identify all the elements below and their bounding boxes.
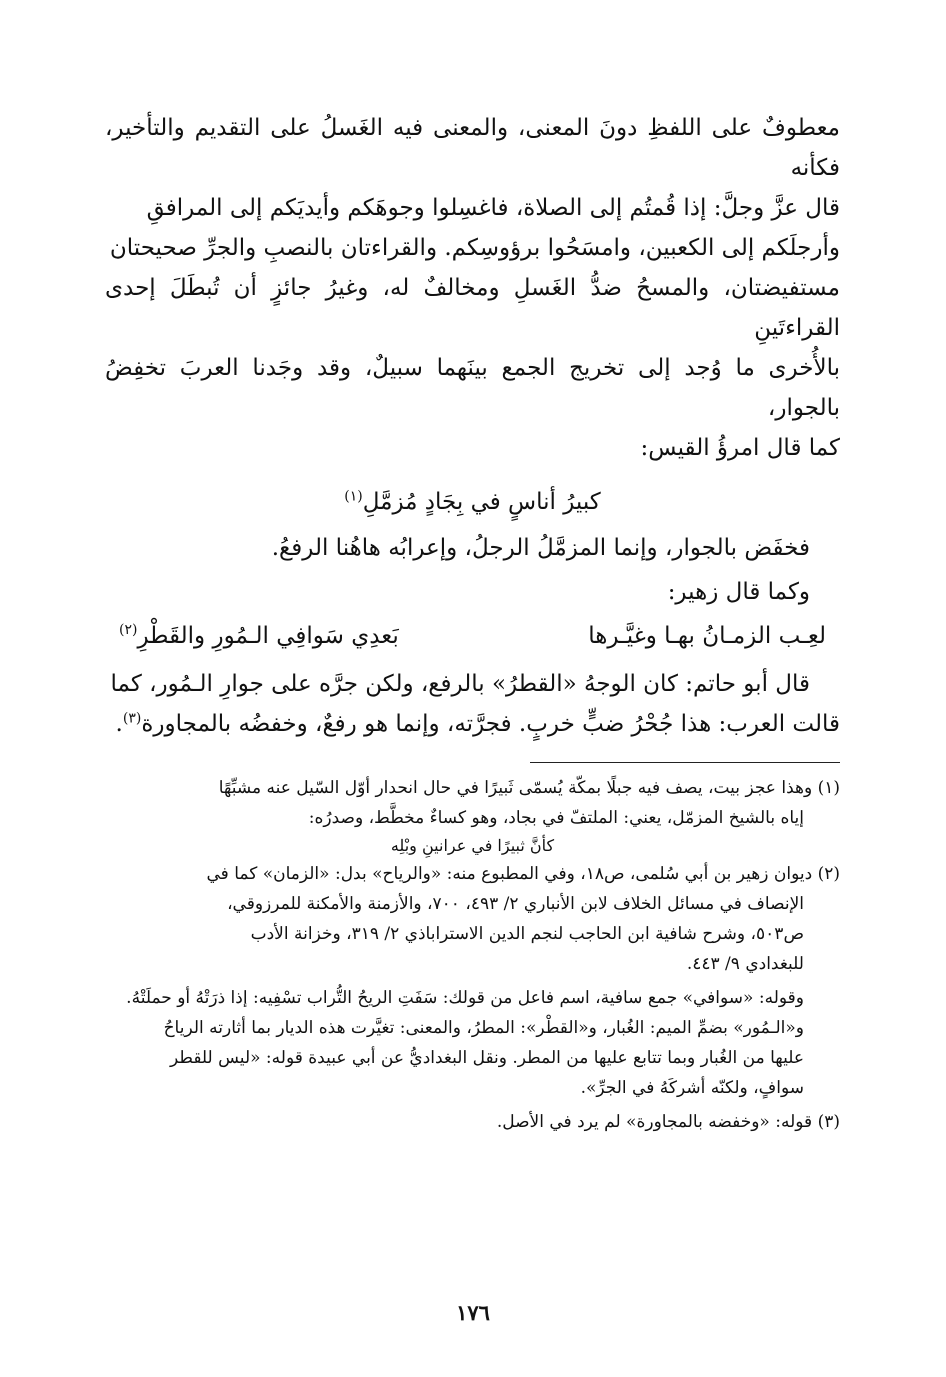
text-line: معطوفٌ على اللفظِ دونَ المعنى، والمعنى فيه الغَسلُ على التقديم والتأخير، فكأنه	[105, 115, 840, 181]
text-line: قالت العرب: هذا جُحْرُ ضبٍّ خربٍ. فجرَّته، وإنما هو رفعٌ، وخفضُه بالمجاورة$^{(٣)}$.	[115, 710, 840, 737]
footnote-text: وهذا عجز بيت، يصف فيه جبلًا بمكّة يُسمّى ثَبيرًا في حال انحدار أوّل السّيل عنه مشبِّهًا	[218, 778, 813, 798]
footnote-2-commentary	[105, 983, 840, 1103]
explanation-line: فخفَض بالجوار، وإنما المزمَّلُ الرجلُ، وإعرابُه هاهُنا الرفعُ.	[271, 535, 810, 561]
text-line: وأرجلَكم إلى الكعبين، وامسَحُوا برؤوسِكم. والقراءتان بالنصبِ والجرِّ صحيحتان	[109, 235, 840, 261]
text-line: مستفيضتان، والمسحُ ضدُّ الغَسلِ ومخالفٌ له، وغيرُ جائزٍ أن تُبطَلَ إحدى القراءتَينِ	[105, 275, 840, 341]
footnote-marker: (١)	[344, 488, 363, 505]
footnote-number: (١)	[817, 778, 840, 798]
footnote-text: الإنصاف في مسائل الخلاف لابن الأنباري ٢/ ٤٩٣، ٧٠٠، والأزمنة والأمكنة للمرزوقي،	[227, 894, 804, 914]
footnote-marker: (٣)	[122, 710, 142, 727]
footnote-text: و«الـمُور» بضمِّ الميم: الغُبار، و«القطْر»: المطرُ، والمعنى: تغيَّرت هذه الديار بما أثارته الرياحُ	[163, 1018, 804, 1038]
footnote-text: للبغدادي ٩/ ٤٤٣.	[686, 954, 804, 974]
footnote-text: ص٥٠٣، وشرح شافية ابن الحاجب لنجم الدين الاستراباذي ٢/ ٣١٩، وخزانة الأدب	[250, 924, 804, 944]
verse-text: كبيرُ أناسٍ في بِجَادٍ مُزمَّلِ	[362, 489, 601, 515]
footnote-text: ديوان زهير بن أبي سُلمى، ص١٨، وفي المطبوع منه: «والرياح» بدل: «الزمان» كما في	[206, 864, 813, 884]
footnote-1	[105, 773, 840, 859]
verse-zuhayr	[119, 616, 826, 656]
verse-imru-al-qays	[105, 482, 840, 522]
footnote-text: سوافٍ، ولكنّه أشركَهُ في الجرِّ».	[580, 1078, 804, 1098]
footnotes	[105, 773, 840, 1137]
footnote-text: عليها من الغُبار وبما تتابع عليها من المطر. ونقل البغداديُّ عن أبي عبيدة قوله: «ليس للقطر	[170, 1048, 804, 1068]
verse-text: بَعدِي سَوافِي الـمُورِ والقَطْرِ	[137, 623, 399, 649]
text-line: قال عزَّ وجلَّ: إذا قُمتُم إلى الصلاة، فاغسِلوا وجوهَكم وأيديَكم إلى المرافقِ	[146, 195, 840, 221]
footnote-divider	[530, 762, 840, 763]
book-page	[105, 108, 840, 1348]
main-paragraph-2	[105, 664, 840, 744]
footnote-number: (٢)	[817, 864, 840, 884]
footnote-2	[105, 859, 840, 979]
intro-zuhayr: وكما قال زهير:	[667, 579, 810, 605]
page-number: ١٧٦	[456, 1300, 490, 1325]
footnote-text: وقوله: «سوافي» جمع سافية، اسم فاعل من قولك: سَفَتِ الريحُ التُّراب تسْفِيه: إذا ذرَتْهُ أو حملَتْهُ.	[126, 988, 804, 1008]
text-line-content: قالت العرب: هذا جُحْرُ ضبٍّ خربٍ. فجرَّته، وإنما هو رفعٌ، وخفضُه بالمجاورة	[141, 711, 840, 737]
text-line: كما قال امرؤُ القيس:	[640, 435, 840, 461]
footnote-3	[105, 1107, 840, 1137]
main-paragraph-1	[105, 108, 840, 468]
text-line: قال أبو حاتم: كان الوجهُ «القطرُ» بالرفع، ولكن جرَّه على جوارِ الـمُور، كما	[110, 671, 810, 697]
footnote-text: قوله: «وخفضه بالمجاورة» لم يرد في الأصل.	[496, 1112, 813, 1132]
footnote-text: إياه بالشيخ المزمّل، يعني: الملتفّ في بجاد، وهو كساءٌ مخطَّط، وصدرُه:	[308, 808, 804, 828]
verse-first-hemistich: لعِـب الزمـانُ بهـا وغيَّـرها	[588, 623, 826, 649]
text-line: بالأُخرى ما وُجد إلى تخريج الجمع بينَهما سبيلٌ، وقد وجَدنا العربَ تخفِضُ بالجوار،	[105, 355, 840, 421]
footnote-number: (٣)	[817, 1112, 840, 1132]
footnote-verse: كأنَّ ثبيرًا في عرانينِ وبْلِه	[390, 836, 555, 855]
verse-second-hemistich: بَعدِي سَوافِي الـمُورِ والقَطْرِ(٢)	[119, 616, 399, 656]
